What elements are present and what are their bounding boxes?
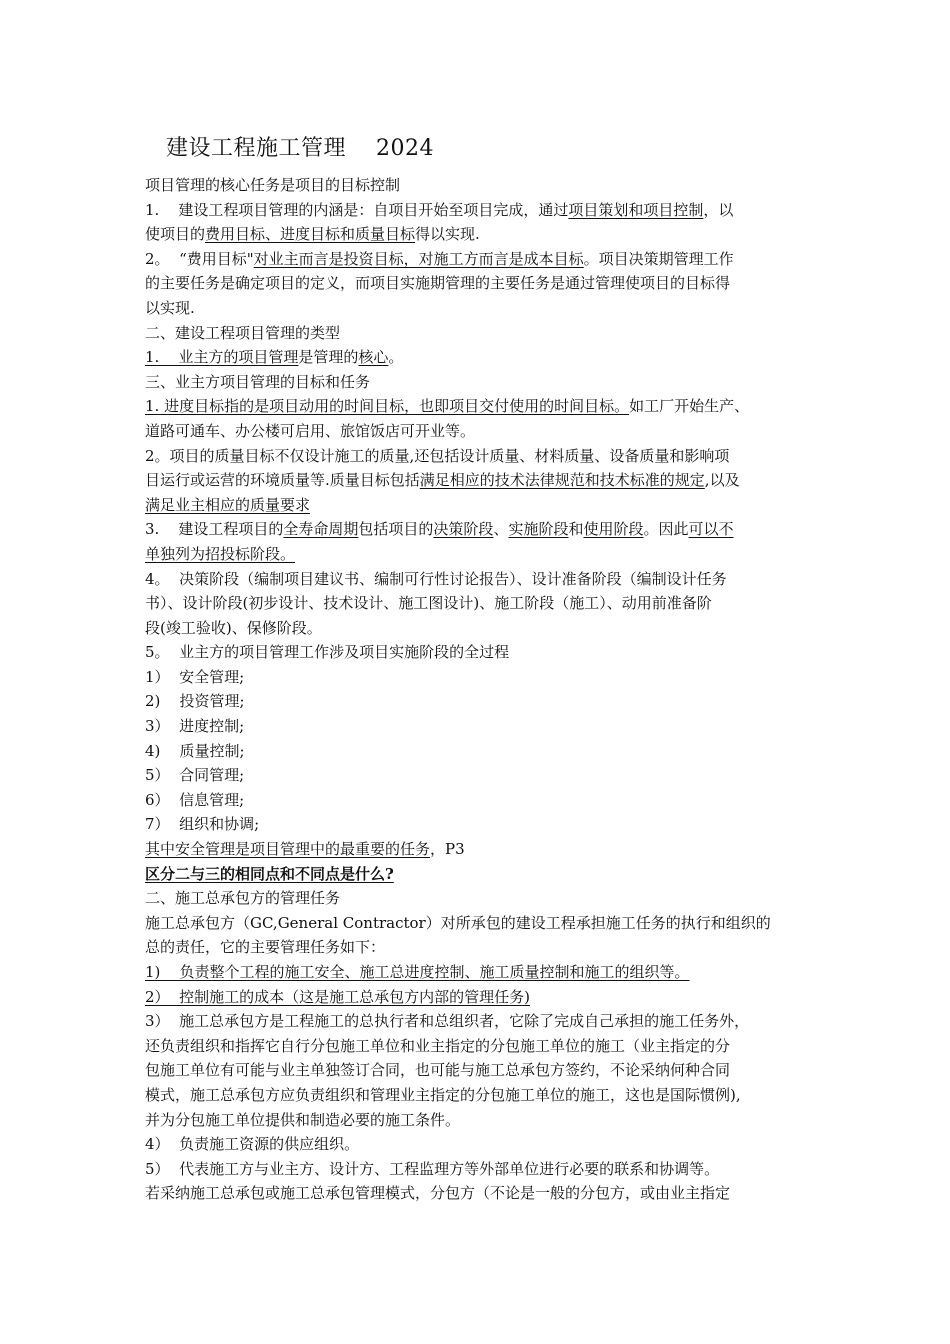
text-line (145, 1034, 810, 1059)
text-run: 5） 合同管理; (145, 766, 245, 785)
underlined-text: 全寿命周期 (283, 520, 359, 539)
text-line (145, 173, 810, 198)
underlined-text: 1) 负责整个工程的施工安全、施工总进度控制、施工质量控制和施工的组织等。 (145, 963, 690, 981)
text-run: 4） 负责施工资源的供应组织。 (145, 1135, 360, 1154)
underlined-text: 满足业主相应的质量要求 (145, 495, 311, 514)
text-line (145, 985, 810, 1010)
text-run: 5。 业主方的项目管理工作涉及项目实施阶段的全过程 (145, 643, 510, 662)
text-line (145, 468, 810, 493)
text-run: 二、建设工程项目管理的类型 (145, 323, 341, 342)
text-line (145, 739, 810, 764)
text-line (145, 960, 810, 985)
text-line (145, 837, 810, 862)
underlined-text: 区分二与三的相同点和不同点是什么? (145, 864, 394, 883)
text-line (145, 1132, 810, 1157)
text-line (145, 788, 810, 813)
text-run: 3） 进度控制; (145, 717, 245, 736)
text-run: 若采纳施工总承包或施工总承包管理模式，分包方（不论是一般的分包方，或由业主指定 (145, 1184, 731, 1203)
text-line (145, 616, 810, 641)
text-line (145, 1157, 810, 1182)
text-line (145, 345, 810, 370)
text-line (145, 394, 810, 419)
text-run: 的主要任务是确定项目的定义，而项目实施期管理的主要任务是通过管理使项目的目标得 (145, 274, 731, 293)
text-run: 。 (388, 348, 404, 367)
text-line (145, 1108, 810, 1133)
text-line (145, 1009, 810, 1034)
text-line (145, 665, 810, 690)
text-line (145, 591, 810, 616)
text-run: 3. 建设工程项目的 (145, 520, 284, 539)
text-run: 2) 投资管理; (145, 692, 245, 711)
text-run: 道路可通车、办公楼可启用、旅馆饭店可开业等。 (145, 421, 476, 440)
underlined-text: 单独列为招投标阶段。 (145, 544, 296, 563)
underlined-text: 其中安全管理是项目管理中的最重要的任务 (145, 840, 431, 859)
underlined-text: 满足相应的技术法律规范和技术标准的规定 (419, 471, 705, 490)
text-run: 书）、设计阶段(初步设计、技术设计、施工图设计)、施工阶段（施工）、动用前准备阶 (145, 594, 712, 613)
text-run: 7） 组织和协调; (145, 815, 260, 834)
text-run: 1. 建设工程项目管理的内涵是：自项目开始至项目完成，通过 (145, 200, 569, 219)
text-run: ，P3 (430, 840, 465, 859)
text-run: 以实现. (145, 298, 195, 317)
text-run: 。项目决策期管理工作 (583, 249, 734, 268)
underlined-text: 2） 控制施工的成本（这是施工总承包方内部的管理任务) (145, 987, 530, 1006)
text-run: ,以及 (704, 471, 740, 490)
text-run: 包括项目的 (358, 520, 434, 539)
text-line (145, 763, 810, 788)
text-run: 并为分包施工单位提供和制造必要的施工条件。 (145, 1110, 461, 1129)
text-run: 2。项目的质量目标不仅设计施工的质量,还包括设计质量、材料质量、设备质量和影响项 (145, 446, 730, 465)
text-line (145, 1181, 810, 1206)
text-line (145, 640, 810, 665)
document-body (145, 173, 810, 1206)
underlined-text: 费用目标、进度目标和质量目标 (205, 225, 416, 244)
text-line (145, 542, 810, 567)
text-line (145, 321, 810, 346)
text-line (145, 1058, 810, 1083)
text-run: 1） 安全管理; (145, 667, 245, 686)
text-line (145, 1083, 810, 1108)
document-title: 建设工程施工管理 2024 (166, 136, 434, 161)
underlined-text: 可以不 (688, 520, 734, 539)
text-run: 5） 代表施工方与业主方、设计方、工程监理方等外部单位进行必要的联系和协调等。 (145, 1159, 720, 1178)
text-run: 是管理的 (298, 348, 359, 367)
text-line (145, 689, 810, 714)
text-line (145, 493, 810, 518)
text-run: 和 (568, 520, 584, 539)
underlined-text: 项目策划和项目控制 (568, 200, 704, 219)
text-line (145, 886, 810, 911)
text-line (145, 862, 810, 887)
text-run: 包施工单位有可能与业主单独签订合同，也可能与施工总承包方签约，不论采纳何种合同 (145, 1061, 731, 1080)
text-line (145, 370, 810, 395)
text-run: 还负责组织和指挥它自行分包施工单位和业主指定的分包施工单位的施工（业主指定的分 (145, 1036, 731, 1055)
text-run: 使项目的 (145, 225, 206, 244)
text-run: 目运行或运营的环境质量等.质量目标包括 (145, 471, 420, 490)
text-run: 得以实现. (415, 225, 480, 244)
text-run: 如工厂开始生产、 (629, 397, 750, 416)
text-run: 6） 信息管理; (145, 790, 245, 809)
underlined-text: 核心 (358, 348, 389, 367)
text-run: 二、施工总承包方的管理任务 (145, 889, 341, 908)
text-line (145, 419, 810, 444)
text-line (145, 296, 810, 321)
underlined-text: 对业主而言是投资目标，对施工方而言是成本目标 (253, 249, 584, 268)
underlined-text: 决策阶段 (433, 520, 494, 539)
underlined-text: 1. 进度目标指的是项目动用的时间目标，也即项目交付使用的时间目标。 (145, 397, 630, 416)
text-line (145, 911, 810, 936)
text-run: 总的责任，它的主要管理任务如下： (145, 938, 386, 957)
text-run: 三、业主方项目管理的目标和任务 (145, 372, 371, 391)
text-run: 段(竣工验收)、保修阶段。 (145, 618, 322, 637)
text-run: 、 (493, 520, 509, 539)
underlined-text: 使用阶段 (583, 520, 644, 539)
text-line (145, 812, 810, 837)
text-line (145, 714, 810, 739)
text-line (145, 935, 810, 960)
text-line (145, 198, 810, 223)
text-run: 4。 决策阶段（编制项目建议书、编制可行性讨论报告）、设计准备阶段（编制设计任务 (145, 569, 727, 588)
text-run: 2。 “费用目标" (145, 249, 254, 268)
text-run: 4) 质量控制; (145, 741, 245, 760)
text-run: ，以 (703, 200, 734, 219)
text-line (145, 247, 810, 272)
text-line (145, 517, 810, 542)
text-run: 施工总承包方（GC,General Contractor）对所承包的建设工程承担施工任务的执行和组织的 (145, 913, 771, 932)
text-line (145, 271, 810, 296)
text-run: 模式，施工总承包方应负责组织和管理业主指定的分包施工单位的施工，这也是国际惯例), (145, 1085, 741, 1104)
text-run: 。因此 (643, 520, 689, 539)
underlined-text: 1. 业主方的项目管理 (145, 348, 299, 367)
text-line (145, 222, 810, 247)
text-run: 3） 施工总承包方是工程施工的总执行者和总组织者，它除了完成自己承担的施工任务外， (145, 1012, 750, 1031)
underlined-text: 实施阶段 (508, 520, 569, 539)
text-line (145, 444, 810, 469)
text-run: 项目管理的核心任务是项目的目标控制 (145, 176, 401, 194)
text-line (145, 567, 810, 592)
